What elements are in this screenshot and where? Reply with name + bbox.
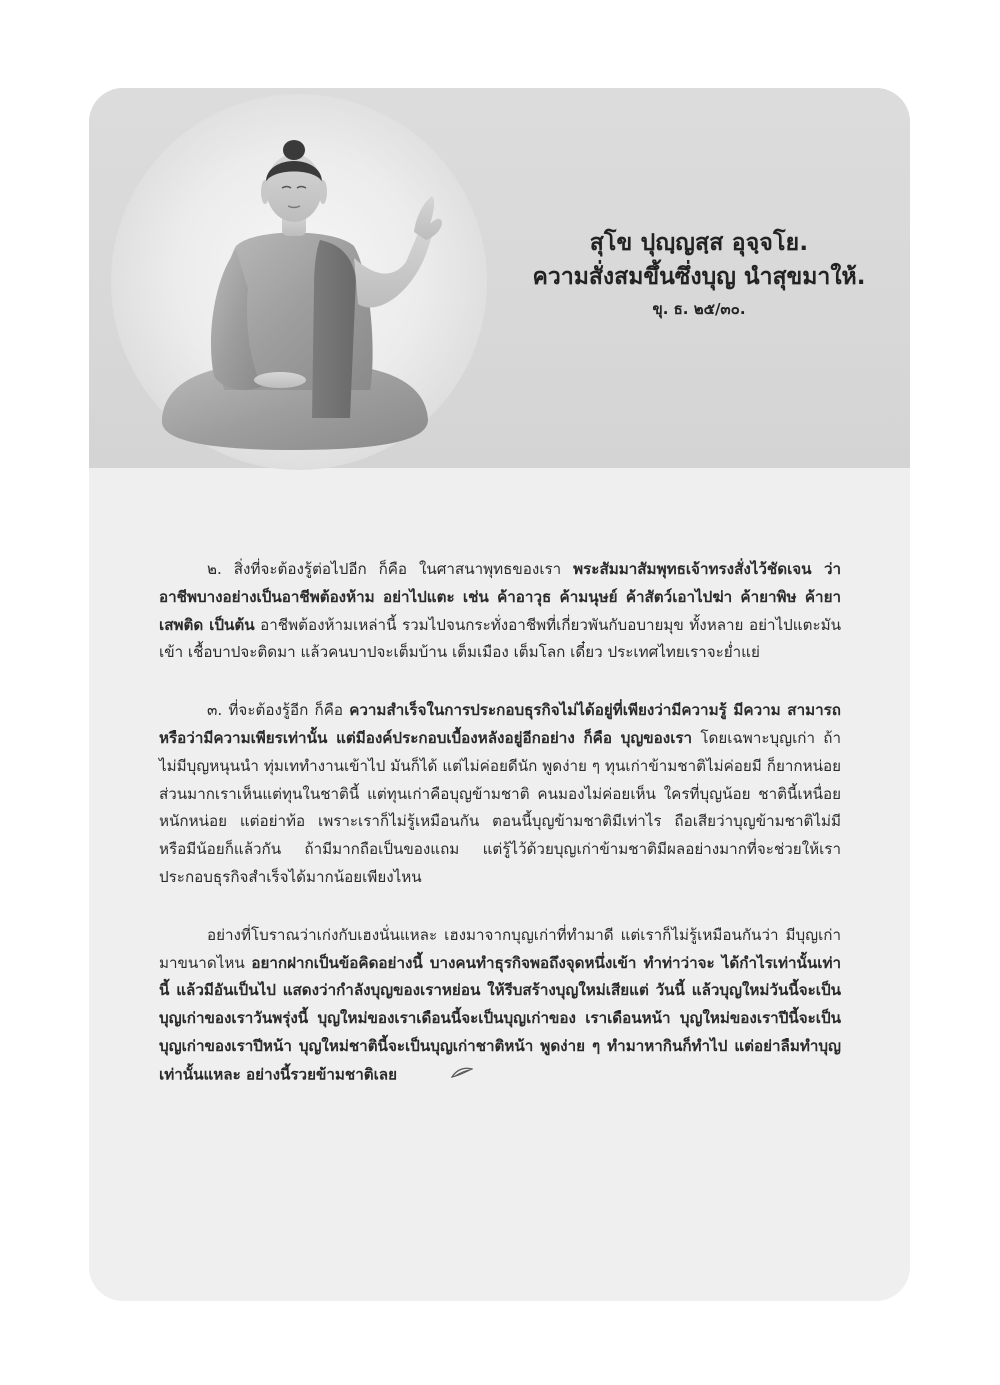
paragraph-text: ๒. สิ่งที่จะต้องรู้ต่อไปอีก ก็คือ ในศาสนาพุทธของเรา bbox=[207, 560, 574, 578]
paragraph-text: อาชีพต้องห้ามเหล่านี้ รวมไปจนกระทั่งอาชีพที่เกี่ยวพันกับอบายมุข ทั้งหลาย อย่าไปแตะมันเข้า เชื้อบาปจะติดมา แล้วคนบาปจะเต็มบ้าน เต็มเมือง เต็มโลก เดี๋ยว ประเทศไทยเราจะย่ำแย่ bbox=[159, 615, 841, 662]
header-panel bbox=[89, 88, 910, 468]
paragraph-text: ๓. ที่จะต้องรู้อีก ก็คือ bbox=[207, 701, 350, 720]
paragraph-bold-text: ความสำเร็จในการประกอบธุรกิจไม่ได้อยู่ที่เพียงว่ามีความรู้ มีความ สามารถ หรือว่ามีความเพียรเท่านั้น แต่มีองค์ประกอบเบื้องหลังอยู่อีกอย่าง ก็คือ บุญของเรา bbox=[159, 701, 841, 747]
quote-reference: ขุ. ธ. ๒๕/๓๐. bbox=[652, 300, 746, 318]
seated-buddha-figure bbox=[144, 128, 444, 468]
quote-translation: ความสั่งสมขึ้นซึ่งบุญ นำสุขมาให้. bbox=[532, 264, 866, 290]
paragraph-bold-text: พระสัมมาสัมพุทธเจ้าทรงสั่งไว้ชัดเจน ว่าอาชีพบางอย่างเป็นอาชีพต้องห้าม อย่าไปแตะ เช่น ค้าอาวุธ ค้ามนุษย์ ค้าสัตว์เอาไปฆ่า ค้ายาพิษ ค้ายาเสพติด เป็นต้น bbox=[159, 560, 841, 634]
paragraph bbox=[159, 922, 841, 1089]
leaf-ornament-icon bbox=[403, 1061, 473, 1089]
paragraph bbox=[159, 697, 841, 892]
paragraph-bold-text: อยากฝากเป็นข้อคิดอย่างนี้ บางคนทำธุรกิจพอถึงจุดหนึ่งเข้า ทำท่าว่าจะ ได้กำไรเท่านั้นเท่านี้ แล้วมีอันเป็นไป แสดงว่ากำลังบุญของเราหย่อน ให้รีบสร้างบุญใหม่เสียแต่ วันนี้ แล้วบุญใหม่วันนี้จะเป็นบุญเก่าของเราวันพรุ่งนี้ บุญใหม่ของเราเดือนนี้จะเป็นบุญเก่าของ เราเดือนหน้า บุญใหม่ของเราปีนี้จะเป็นบุญเก่าของเราปีหน้า บุญใหม่ชาตินี้จะเป็นบุญเก่าชาติหน้า พูดง่าย ๆ ทำมาหากินก็ทำไป แต่อย่าลืมทำบุญเท่านั้นแหละ อย่างนี้รวยข้ามชาติเลย bbox=[159, 953, 841, 1084]
paragraph-text: โดยเฉพาะบุญเก่า ถ้าไม่มีบุญหนุนนำ ทุ่มเททำงานเข้าไป มันก็ได้ แต่ไม่ค่อยดีนัก พูดง่าย ๆ ทุนเก่าข้ามชาติไม่ค่อยมี ก็ยากหน่อย ส่วนมากเราเห็นแต่ทุนในชาตินี้ แต่ทุนเก่าคือบุญข้ามชาติ คนมองไม่ค่อยเห็น ใครที่บุญน้อย ชาตินี้เหนื่อยหนักหน่อย แต่อย่าท้อ เพราะเราก็ไม่รู้เหมือนกัน ตอนนี้บุญข้ามชาติมีเท่าไร ถือเสียว่าบุญข้ามชาติไม่มี หรือมีน้อยก็แล้วกัน ถ้ามีมากถือเป็นของแถม แต่รู้ไว้ด้วยบุญเก่าข้ามชาติมีผลอย่างมากที่จะช่วยให้เราประกอบธุรกิจสำเร็จได้มากน้อยเพียงไหน bbox=[159, 728, 841, 886]
quote-pali: สุโข ปุญฺญสฺส อุจฺจโย. bbox=[589, 230, 809, 256]
paragraph-text: อย่างที่โบราณว่าเก่งกับเฮงนั่นแหละ เฮงมาจากบุญเก่าที่ทำมาดี แต่เราก็ไม่รู้เหมือนกันว่า มีบุญเก่ามาขนาดไหน bbox=[159, 925, 841, 972]
quote-block bbox=[519, 226, 879, 324]
paragraph bbox=[159, 556, 841, 667]
content-card bbox=[89, 88, 910, 1301]
body-text bbox=[159, 556, 841, 1119]
